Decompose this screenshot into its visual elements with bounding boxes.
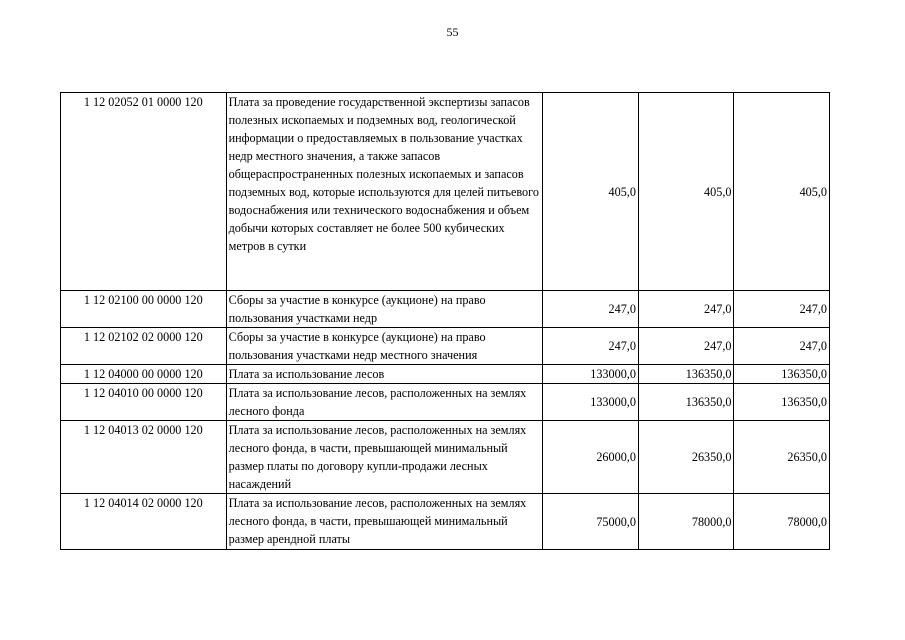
- amount-year-2: 78000,0: [638, 494, 734, 550]
- amount-year-2: 247,0: [638, 328, 734, 365]
- table-row: [61, 365, 830, 384]
- amount-year-2: 405,0: [638, 93, 734, 291]
- amount-year-2: 247,0: [638, 291, 734, 328]
- amount-year-1: 405,0: [543, 93, 639, 291]
- amount-year-3: 247,0: [734, 328, 830, 365]
- amount-year-3: 78000,0: [734, 494, 830, 550]
- amount-year-3: 136350,0: [734, 365, 830, 384]
- table-row: [61, 494, 830, 550]
- amount-year-1: 133000,0: [543, 365, 639, 384]
- budget-code: 1 12 02052 01 0000 120: [61, 93, 227, 291]
- income-description: Плата за использование лесов, расположенных на землях лесного фонда: [226, 384, 543, 421]
- income-description: Сборы за участие в конкурсе (аукционе) на право пользования участками недр: [226, 291, 543, 328]
- table-row: [61, 328, 830, 365]
- income-description: Плата за использование лесов, расположенных на землях лесного фонда, в части, превышающей минимальный размер арендной платы: [226, 494, 543, 550]
- income-description: Плата за использование лесов: [226, 365, 543, 384]
- amount-year-1: 133000,0: [543, 384, 639, 421]
- amount-year-1: 26000,0: [543, 421, 639, 494]
- income-description: Плата за проведение государственной экспертизы запасов полезных ископаемых и подземных вод, геологической информации о предоставляемых в пользование участках недр местного значения, а также запасов общераспространенных полезных ископаемых и запасов подземных вод, которые используются для целей питьевого водоснабжения или технического водоснабжения и объем добычи которых составляет не более 500 кубических метров в сутки: [226, 93, 543, 291]
- income-description: Плата за использование лесов, расположенных на землях лесного фонда, в части, превышающей минимальный размер платы по договору купли-продажи лесных насаждений: [226, 421, 543, 494]
- amount-year-3: 136350,0: [734, 384, 830, 421]
- budget-table: [60, 92, 830, 550]
- table-row: [61, 93, 830, 291]
- amount-year-2: 136350,0: [638, 384, 734, 421]
- amount-year-2: 26350,0: [638, 421, 734, 494]
- budget-code: 1 12 04000 00 0000 120: [61, 365, 227, 384]
- table-row: [61, 421, 830, 494]
- table-row: [61, 384, 830, 421]
- income-description: Сборы за участие в конкурсе (аукционе) на право пользования участками недр местного значения: [226, 328, 543, 365]
- table-row: [61, 291, 830, 328]
- amount-year-3: 247,0: [734, 291, 830, 328]
- amount-year-1: 247,0: [543, 291, 639, 328]
- amount-year-2: 136350,0: [638, 365, 734, 384]
- amount-year-1: 75000,0: [543, 494, 639, 550]
- budget-code: 1 12 02100 00 0000 120: [61, 291, 227, 328]
- budget-code: 1 12 04010 00 0000 120: [61, 384, 227, 421]
- amount-year-3: 405,0: [734, 93, 830, 291]
- budget-code: 1 12 02102 02 0000 120: [61, 328, 227, 365]
- budget-code: 1 12 04014 02 0000 120: [61, 494, 227, 550]
- amount-year-1: 247,0: [543, 328, 639, 365]
- page-number: 55: [446, 25, 459, 39]
- amount-year-3: 26350,0: [734, 421, 830, 494]
- budget-code: 1 12 04013 02 0000 120: [61, 421, 227, 494]
